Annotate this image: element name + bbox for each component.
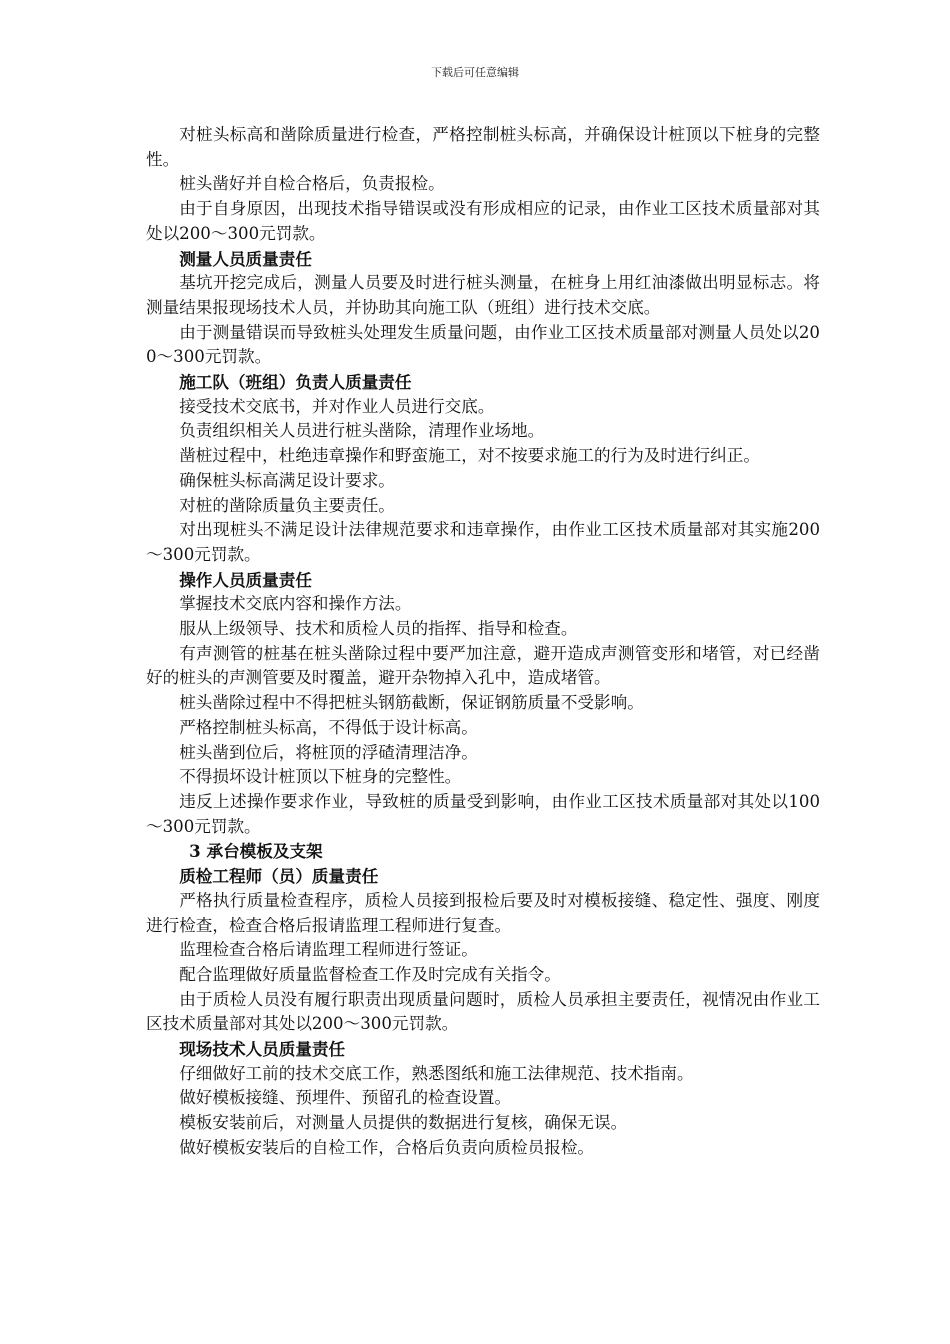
paragraph: 严格控制桩头标高，不得低于设计标高。	[179, 717, 478, 737]
paragraph: 做好模板接缝、预埋件、预留孔的检查设置。	[179, 1088, 512, 1108]
paragraph: 模板安装前后，对测量人员提供的数据进行复核，确保无误。	[179, 1113, 628, 1133]
paragraph: 仔细做好工前的技术交底工作，熟悉图纸和施工法律规范、技术指南。	[179, 1063, 694, 1083]
section-heading: 操作人员质量责任	[179, 569, 312, 590]
paragraph: 桩头凿到位后，将桩顶的浮碴清理洁净。	[179, 742, 478, 762]
paragraph: 严格执行质量检查程序，质检人员接到报检后要及时对模板接缝、稳定性、强度、刚度进行检查，检查合格后报请监理工程师进行复查。	[146, 890, 820, 935]
section-heading: 质检工程师（员）质量责任	[179, 866, 379, 887]
paragraph: 有声测管的桩基在桩头凿除过程中要严加注意，避开造成声测管变形和堵管，对已经凿好的桩头的声测管要及时覆盖，避开杂物掉入孔中，造成堵管。	[146, 643, 820, 688]
paragraph: 桩头凿除过程中不得把桩头钢筋截断，保证钢筋质量不受影响。	[179, 693, 644, 713]
paragraph: 对桩的凿除质量负主要责任。	[179, 495, 395, 515]
paragraph: 基坑开挖完成后，测量人员要及时进行桩头测量，在桩身上用红油漆做出明显标志。将测量结果报现场技术人员，并协助其向施工队（班组）进行技术交底。	[146, 273, 820, 317]
paragraph: 违反上述操作要求作业，导致桩的质量受到影响，由作业工区技术质量部对其处以100～300元罚款。	[146, 791, 820, 836]
section-heading: 施工队（班组）负责人质量责任	[179, 372, 412, 393]
chapter-heading: 3 承台模板及支架	[189, 841, 323, 862]
paragraph: 负责组织相关人员进行桩头凿除，清理作业场地。	[179, 421, 545, 441]
document-body	[146, 123, 820, 1161]
paragraph: 由于自身原因，出现技术指导错误或没有形成相应的记录，由作业工区技术质量部对其处以200～300元罚款。	[146, 199, 820, 243]
paragraph: 对出现桩头不满足设计法律规范要求和违章操作，由作业工区技术质量部对其实施200～300元罚款。	[146, 520, 820, 564]
paragraph: 监理检查合格后请监理工程师进行签证。	[179, 940, 478, 960]
paragraph: 不得损坏设计桩顶以下桩身的完整性。	[179, 767, 462, 787]
paragraph: 桩头凿好并自检合格后，负责报检。	[179, 174, 445, 194]
paragraph: 确保桩头标高满足设计要求。	[179, 470, 395, 490]
paragraph: 凿桩过程中，杜绝违章操作和野蛮施工，对不按要求施工的行为及时进行纠正。	[179, 446, 760, 466]
paragraph: 由于质检人员没有履行职责出现质量问题时，质检人员承担主要责任，视情况由作业工区技术质量部对其处以200～300元罚款。	[146, 989, 820, 1034]
page-header: 下载后可任意编辑	[431, 66, 519, 79]
paragraph: 配合监理做好质量监督检查工作及时完成有关指令。	[179, 964, 561, 984]
paragraph: 掌握技术交底内容和操作方法。	[179, 594, 412, 614]
paragraph: 服从上级领导、技术和质检人员的指挥、指导和检查。	[179, 619, 578, 639]
paragraph: 由于测量错误而导致桩头处理发生质量问题，由作业工区技术质量部对测量人员处以200～300元罚款。	[146, 322, 820, 367]
paragraph: 做好模板安装后的自检工作，合格后负责向质检员报检。	[179, 1137, 595, 1157]
section-heading: 现场技术人员质量责任	[179, 1039, 346, 1060]
paragraph: 接受技术交底书，并对作业人员进行交底。	[179, 396, 495, 416]
paragraph: 对桩头标高和凿除质量进行检查，严格控制桩头标高，并确保设计桩顶以下桩身的完整性。	[146, 125, 820, 169]
section-heading: 测量人员质量责任	[179, 248, 312, 269]
